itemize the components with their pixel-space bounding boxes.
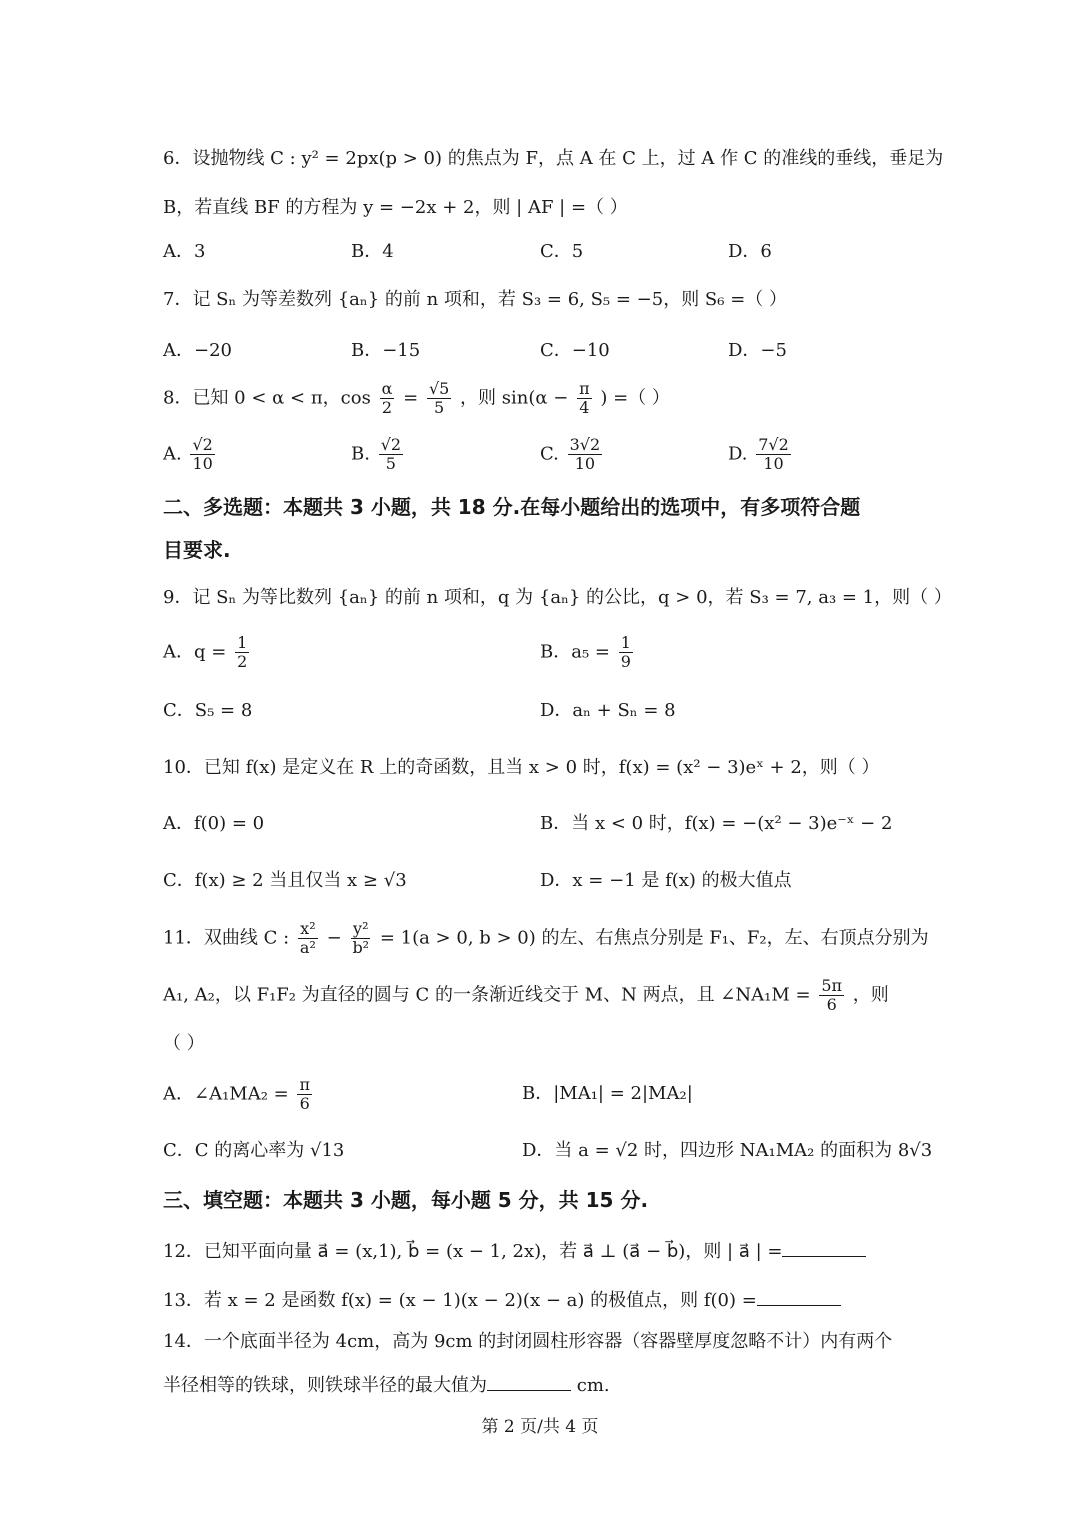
q8-equals: =	[403, 387, 419, 409]
q7-option-a: A．−20	[163, 340, 232, 361]
q8-option-d: D. $\frac{7√2}{10}$	[728, 435, 789, 473]
q10-option-b: B．当 x < 0 时，f(x) = −(x² − 3)e⁻ˣ − 2	[540, 813, 893, 834]
q8-suffix: ) =（ ）	[600, 387, 670, 409]
q7-option-b: B．−15	[351, 340, 421, 361]
q9-option-c: C．S₅ = 8	[163, 700, 253, 721]
q11-option-c: C．C 的离心率为 √13	[163, 1140, 345, 1161]
q8-line1	[163, 380, 670, 417]
q9-option-b: B．a₅ = $\frac{1}{9}$	[540, 633, 631, 671]
q14-line1: 14．一个底面半径为 4cm，高为 9cm 的封闭圆柱形容器（容器壁厚度忽略不计）内有两个	[163, 1331, 893, 1352]
q11-option-a: A．∠A₁MA₂ = $\frac{\pi}{6}$	[163, 1075, 310, 1113]
q10-option-d: D．x = −1 是 f(x) 的极大值点	[540, 870, 792, 891]
q6-option-b: B．4	[351, 241, 394, 262]
q11-option-d: D．当 a = √2 时，四边形 NA₁MA₂ 的面积为 8√3	[522, 1140, 933, 1161]
q13-answer-blank[interactable]	[757, 1287, 841, 1306]
q9-option-d: D．aₙ + Sₙ = 8	[540, 700, 676, 721]
q10-option-a: A．f(0) = 0	[163, 813, 265, 834]
q9-option-a: A．q = $\frac{1}{2}$	[163, 633, 248, 671]
q11-option-b: B．|MA₁| = 2|MA₂|	[522, 1083, 693, 1104]
q10-line1: 10．已知 f(x) 是定义在 R 上的奇函数，且当 x > 0 时，f(x) = (x² − 3)eˣ + 2，则（ ）	[163, 757, 880, 778]
section2-heading-line2: 目要求.	[163, 538, 231, 562]
q14-line2: 半径相等的铁球，则铁球半径的最大值为 cm.	[163, 1372, 610, 1398]
q7-line1: 7．记 Sₙ 为等差数列 {aₙ} 的前 n 项和，若 S₃ = 6, S₅ = −5，则 S₆ =（ ）	[163, 289, 788, 310]
q11-line3: （ ）	[163, 1033, 205, 1054]
q6-line2: B，若直线 BF 的方程为 y = −2x + 2，则 | AF | =（ ）	[163, 197, 628, 218]
q8-fraction-alpha-half: $\frac{\alpha}{2}$	[381, 379, 393, 417]
q8-option-a: A. $\frac{√2}{10}$	[163, 435, 213, 473]
q7-option-d: D．−5	[728, 340, 787, 361]
q8-prefix: 8．已知 0 < α < π，cos	[163, 387, 371, 409]
q6-option-a: A．3	[163, 241, 206, 262]
q10-option-c: C．f(x) ≥ 2 当且仅当 x ≥ √3	[163, 870, 407, 891]
section2-heading-line1: 二、多选题：本题共 3 小题，共 18 分.在每小题给出的选项中，有多项符合题	[163, 495, 861, 519]
q6-line1: 6．设抛物线 C : y² = 2px(p > 0) 的焦点为 F，点 A 在 C 上，过 A 作 C 的准线的垂线，垂足为	[163, 148, 944, 169]
q8-fraction-pi-quarter: $\frac{\pi}{4}$	[579, 379, 590, 417]
q9-line1: 9．记 Sₙ 为等比数列 {aₙ} 的前 n 项和，q 为 {aₙ} 的公比，q > 0，若 S₃ = 7, a₃ = 1，则（ ）	[163, 587, 952, 608]
q12-line: 12．已知平面向量 a⃗ = (x,1), b⃗ = (x − 1, 2x)，若 a⃗ ⊥ (a⃗ − b⃗)，则 | a⃗ | =	[163, 1238, 866, 1264]
q8-option-c: C. $\frac{3√2}{10}$	[540, 435, 601, 473]
q6-option-d: D．6	[728, 241, 772, 262]
q12-answer-blank[interactable]	[782, 1238, 866, 1257]
q6-option-c: C．5	[540, 241, 584, 262]
q8-fraction-sqrt5: $\frac{√5}{5}$	[428, 379, 450, 417]
q13-line: 13．若 x = 2 是函数 f(x) = (x − 1)(x − 2)(x − a) 的极值点，则 f(0) =	[163, 1287, 841, 1313]
page-footer: 第 2 页/共 4 页	[481, 1417, 599, 1437]
q8-option-b: B. $\frac{√2}{5}$	[351, 435, 402, 473]
q11-line1: 11．双曲线 C : $\frac{\text{x²}}{\text{a²}}$ − $\frac{\text{y²}}{\text{b²}}$ = 1(a > 0, b > 0) 的左、右焦点分别是 F₁、F₂，左、右顶点分别为	[163, 919, 929, 957]
q8-mid: ，则 sin(α −	[460, 387, 569, 409]
q7-option-c: C．−10	[540, 340, 610, 361]
q11-line2: A₁, A₂，以 F₁F₂ 为直径的圆与 C 的一条渐近线交于 M、N 两点，且 ∠NA₁M = $\frac{5\pi}{6}$ ，则	[163, 976, 889, 1014]
q14-answer-blank[interactable]	[487, 1372, 571, 1391]
section3-heading: 三、填空题：本题共 3 小题，每小题 5 分，共 15 分.	[163, 1188, 649, 1212]
